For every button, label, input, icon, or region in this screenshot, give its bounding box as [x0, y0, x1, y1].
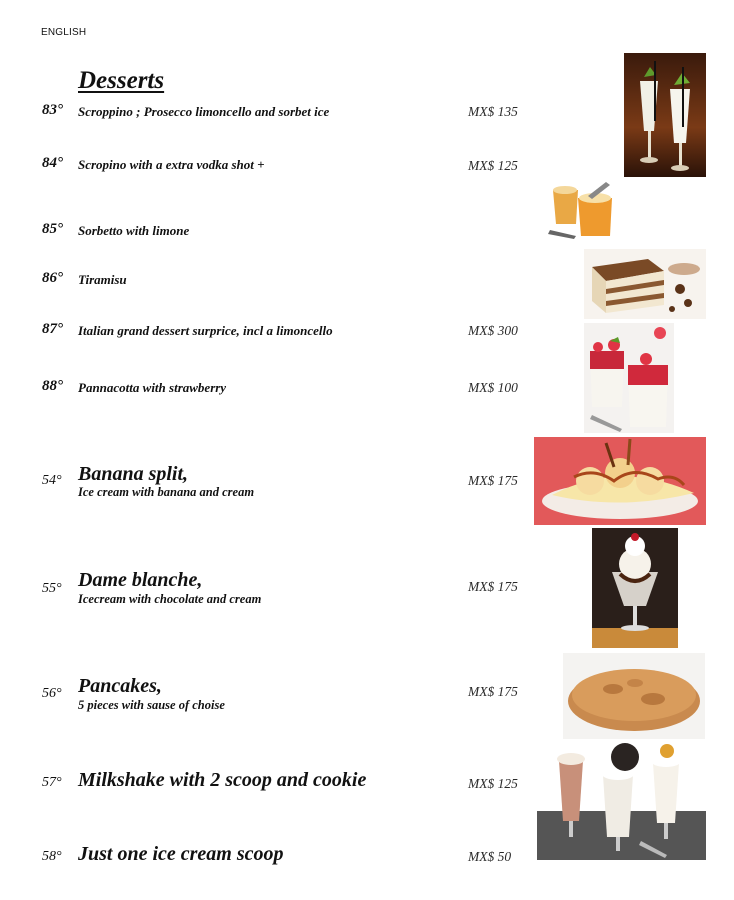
sundae-icon: [592, 528, 678, 648]
page-title: Desserts: [78, 67, 165, 94]
banana-split-icon: [534, 437, 706, 525]
item-number: 88°: [42, 378, 63, 394]
item-number: 58°: [42, 849, 62, 864]
item-number: 87°: [42, 321, 63, 337]
tiramisu-icon: [584, 249, 706, 319]
item-price: MX$ 100: [468, 380, 518, 395]
item-price: MX$ 175: [468, 473, 518, 488]
item-name: Tiramisu: [78, 272, 127, 287]
item-name: Banana split,: [78, 463, 189, 485]
item-number: 57°: [42, 775, 62, 790]
item-name: Scroppino ; Prosecco limoncello and sorbet ice: [78, 104, 330, 119]
item-number: 83°: [42, 102, 63, 118]
item-name: Just one ice cream scoop: [78, 843, 284, 865]
item-price: MX$ 50: [468, 849, 512, 864]
item-name: Dame blanche,: [78, 569, 203, 591]
item-price: MX$ 125: [468, 158, 518, 173]
item-description: 5 pieces with sause of choise: [78, 698, 225, 712]
item-description: Icecream with chocolate and cream: [78, 592, 262, 606]
item-number: 54°: [42, 473, 62, 488]
sorbet-cups-icon: [548, 178, 618, 240]
language-label: ENGLISH: [41, 27, 87, 38]
item-number: 56°: [42, 686, 62, 701]
pannacotta-icon: [584, 323, 674, 433]
item-name: Milkshake with 2 scoop and cookie: [78, 769, 367, 791]
item-description: Ice cream with banana and cream: [78, 485, 255, 499]
item-price: MX$ 175: [468, 684, 518, 699]
item-price: MX$ 125: [468, 776, 518, 791]
item-name: Pancakes,: [78, 675, 162, 697]
item-price: MX$ 175: [468, 579, 518, 594]
item-number: 85°: [42, 221, 63, 237]
pancake-icon: [563, 653, 705, 739]
prosecco-glasses-icon: [624, 53, 706, 177]
item-number: 86°: [42, 270, 63, 286]
item-name: Italian grand dessert surprice, incl a limoncello: [78, 323, 333, 338]
item-price: MX$ 135: [468, 104, 518, 119]
item-name: Pannacotta with strawberry: [78, 380, 227, 395]
item-number: 84°: [42, 155, 63, 171]
item-price: MX$ 300: [468, 323, 518, 338]
item-name: Sorbetto with limone: [78, 223, 190, 238]
item-name: Scropino with a extra vodka shot +: [78, 157, 265, 172]
item-number: 55°: [42, 581, 62, 596]
milkshakes-icon: [537, 741, 706, 860]
